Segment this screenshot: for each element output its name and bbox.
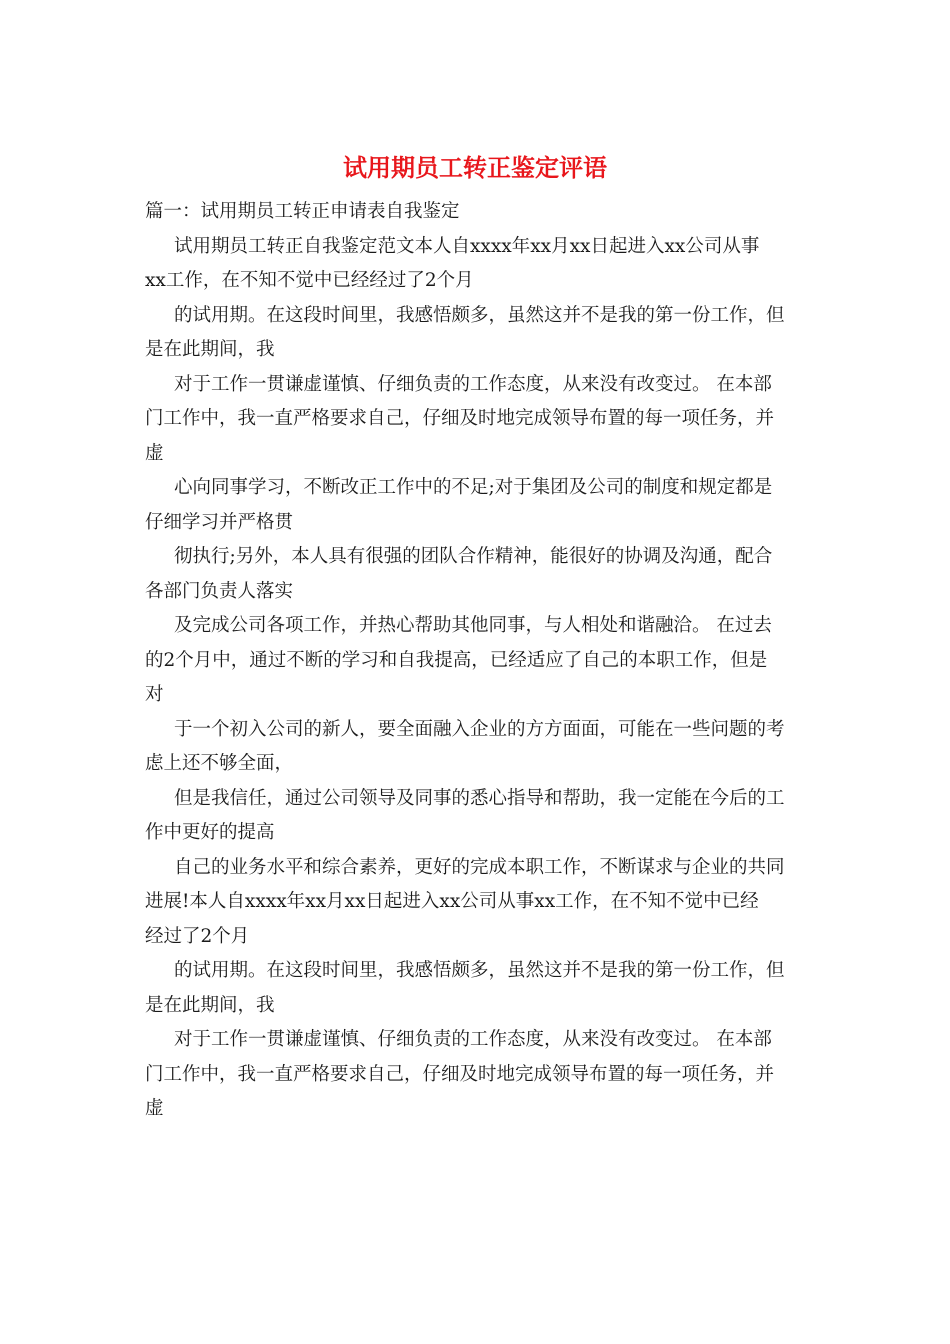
text-line: 虚	[145, 1098, 164, 1119]
text-line: 作中更好的提高	[145, 822, 275, 843]
text-line: 但是我信任，通过公司领导及同事的悉心指导和帮助，我一定能在今后的工	[174, 787, 785, 809]
document-title: 试用期员工转正鉴定评语	[343, 153, 607, 182]
text-line: 是在此期间，我	[145, 339, 275, 360]
document-body	[145, 195, 809, 1127]
text-line: 心向同事学习，不断改正工作中的不足;对于集团及公司的制度和规定都是	[174, 477, 773, 498]
text-line: 对于工作一贯谦虚谨慎、仔细负责的工作态度，从来没有改变过。 在本部	[174, 373, 772, 395]
text-line: 经过了2个月	[145, 925, 250, 947]
section-heading: 篇一：试用期员工转正申请表自我鉴定	[145, 201, 460, 222]
text-line: 的试用期。在这段时间里，我感悟颇多，虽然这并不是我的第一份工作，但	[174, 960, 785, 981]
text-line: 于一个初入公司的新人，要全面融入企业的方方面面，可能在一些问题的考	[174, 718, 785, 740]
text-line: 虑上还不够全面，	[145, 753, 294, 774]
text-line: 的2个月中，通过不断的学习和自我提高，已经适应了自己的本职工作，但是	[145, 649, 768, 671]
text-line: 彻执行;另外，本人具有很强的团队合作精神，能很好的协调及沟通，配合	[174, 546, 773, 567]
text-line: 对于工作一贯谦虚谨慎、仔细负责的工作态度，从来没有改变过。 在本部	[174, 1029, 772, 1050]
text-line: 进展!本人自xxxx年xx月xx日起进入xx公司从事xx工作，在不知不觉中已经	[145, 891, 759, 912]
text-line: 仔细学习并严格贯	[145, 511, 294, 533]
text-line: xx工作，在不知不觉中已经经过了2个月	[145, 270, 474, 291]
text-line: 门工作中，我一直严格要求自己，仔细及时地完成领导布置的每一项任务，并	[145, 408, 775, 429]
text-line: 对	[145, 684, 164, 705]
text-line: 试用期员工转正自我鉴定范文本人自xxxx年xx月xx日起进入xx公司从事	[174, 235, 760, 257]
text-line: 及完成公司各项工作，并热心帮助其他同事，与人相处和谐融洽。 在过去	[174, 615, 772, 636]
text-line: 门工作中，我一直严格要求自己，仔细及时地完成领导布置的每一项任务，并	[145, 1063, 775, 1085]
text-line: 虚	[145, 442, 164, 464]
text-line: 是在此期间，我	[145, 994, 275, 1016]
text-line: 各部门负责人落实	[145, 580, 294, 602]
text-line: 的试用期。在这段时间里，我感悟颇多，虽然这并不是我的第一份工作，但	[174, 304, 785, 326]
text-line: 自己的业务水平和综合素养，更好的完成本职工作，不断谋求与企业的共同	[174, 856, 785, 878]
